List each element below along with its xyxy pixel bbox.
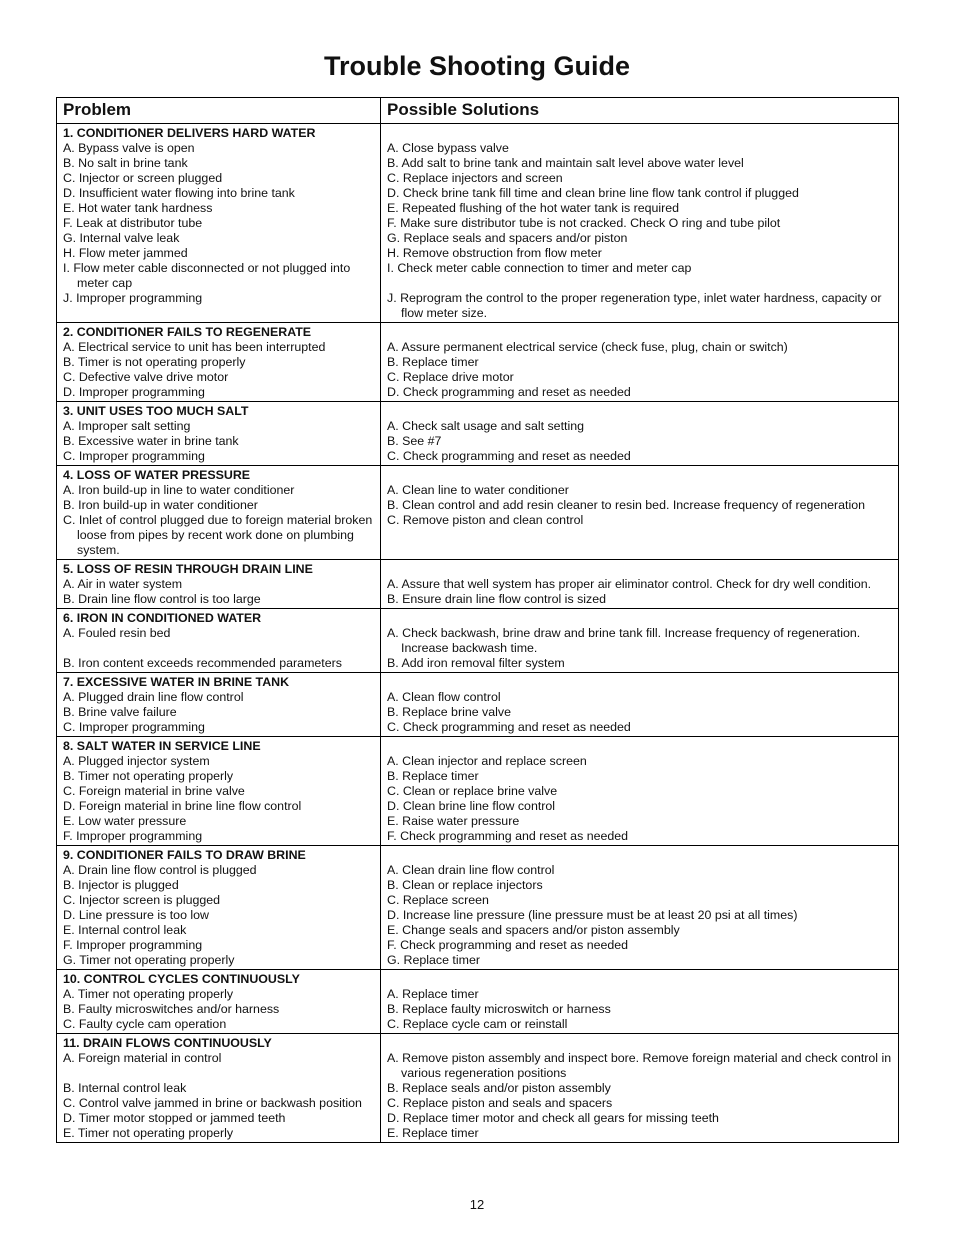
solution-item: C. Replace cycle cam or reinstall <box>387 1017 568 1031</box>
solution-item: D. Increase line pressure (line pressure must be at least 20 psi at all times) <box>387 908 798 922</box>
solution-item: E. Replace timer <box>387 1126 479 1140</box>
problem-title: 10. CONTROL CYCLES CONTINUOUSLY <box>63 972 300 986</box>
problem-item: H. Flow meter jammed <box>63 246 188 260</box>
problem-cell <box>57 560 381 609</box>
solution-spacer <box>387 675 894 690</box>
problem-cell <box>57 673 381 737</box>
problem-cell <box>57 609 381 673</box>
solution-item: B. Replace faulty microswitch or harness <box>387 1002 611 1016</box>
problem-item: B. Timer is not operating properly <box>63 355 246 369</box>
page-number: 12 <box>469 1197 485 1212</box>
solution-cell <box>381 323 899 402</box>
solution-item: B. Replace brine valve <box>387 705 511 719</box>
problem-item: C. Defective valve drive motor <box>63 370 229 384</box>
solution-spacer <box>387 739 894 754</box>
problem-item: A. Foreign material in control <box>63 1051 222 1065</box>
problem-item: A. Plugged injector system <box>63 754 210 768</box>
solution-item: B. Clean control and add resin cleaner to resin bed. Increase frequency of regeneration <box>387 498 866 512</box>
solution-item: B. Replace seals and/or piston assembly <box>387 1081 611 1095</box>
solution-item: E. Change seals and spacers and/or piston assembly <box>387 923 680 937</box>
solution-item: C. Replace drive motor <box>387 370 514 384</box>
solution-spacer <box>387 404 894 419</box>
solution-item: F. Check programming and reset as needed <box>387 829 629 843</box>
problem-item: E. Low water pressure <box>63 814 187 828</box>
problem-item: D. Improper programming <box>63 385 205 399</box>
solution-item: I. Check meter cable connection to timer and meter cap <box>387 261 692 275</box>
problem-item: F. Improper programming <box>63 938 203 952</box>
problem-cell <box>57 1034 381 1143</box>
problem-item: C. Improper programming <box>63 720 205 734</box>
solution-item: B. Ensure drain line flow control is sized <box>387 592 607 606</box>
problem-item: A. Air in water system <box>63 577 183 591</box>
solution-item: B. See #7 <box>387 434 442 448</box>
solution-item: A. Remove piston assembly and inspect bore. Remove foreign material and check control in various regeneration positions <box>387 1051 892 1080</box>
solution-cell <box>381 609 899 673</box>
problem-item: C. Improper programming <box>63 449 205 463</box>
problem-cell <box>57 466 381 560</box>
solution-cell <box>381 673 899 737</box>
problem-item: C. Injector or screen plugged <box>63 171 223 185</box>
solution-item: D. Check programming and reset as needed <box>387 385 631 399</box>
table-header-row <box>57 98 899 124</box>
solution-spacer <box>387 562 894 577</box>
problem-item: A. Iron build-up in line to water conditioner <box>63 483 295 497</box>
table-row <box>57 1034 899 1143</box>
solution-cell <box>381 846 899 970</box>
problem-item: J. Improper programming <box>63 291 203 305</box>
table-row <box>57 609 899 673</box>
solution-spacer <box>387 611 894 626</box>
problem-item: E. Internal control leak <box>63 923 187 937</box>
solution-item: A. Check salt usage and salt setting <box>387 419 584 433</box>
solution-item: F. Check programming and reset as needed <box>387 938 629 952</box>
solution-item: C. Check programming and reset as needed <box>387 449 631 463</box>
problem-title: 1. CONDITIONER DELIVERS HARD WATER <box>63 126 316 140</box>
problem-title: 3. UNIT USES TOO MUCH SALT <box>63 404 249 418</box>
solution-cell <box>381 970 899 1034</box>
problem-item: B. Internal control leak <box>63 1081 187 1095</box>
problem-header: Problem <box>57 98 381 124</box>
solution-item: A. Replace timer <box>387 987 479 1001</box>
solution-item: H. Remove obstruction from flow meter <box>387 246 602 260</box>
solution-item: A. Clean injector and replace screen <box>387 754 587 768</box>
solution-spacer <box>387 126 894 141</box>
problem-cell <box>57 124 381 323</box>
problem-cell <box>57 402 381 466</box>
problem-item: B. Iron build-up in water conditioner <box>63 498 258 512</box>
solution-cell <box>381 402 899 466</box>
solution-item: A. Clean line to water conditioner <box>387 483 569 497</box>
problem-item: B. No salt in brine tank <box>63 156 188 170</box>
problem-item: A. Plugged drain line flow control <box>63 690 244 704</box>
solution-cell <box>381 466 899 560</box>
table-row <box>57 124 899 323</box>
problem-item: E. Timer not operating properly <box>63 1126 234 1140</box>
table-row <box>57 673 899 737</box>
solution-item: A. Clean drain line flow control <box>387 863 555 877</box>
problem-title: 11. DRAIN FLOWS CONTINUOUSLY <box>63 1036 272 1050</box>
problem-item <box>63 1066 376 1081</box>
solution-spacer <box>387 1036 894 1051</box>
solution-item: E. Repeated flushing of the hot water tank is required <box>387 201 680 215</box>
solutions-header: Possible Solutions <box>381 98 899 124</box>
solution-cell <box>381 1034 899 1143</box>
problem-item: A. Electrical service to unit has been interrupted <box>63 340 326 354</box>
problem-item: A. Improper salt setting <box>63 419 191 433</box>
solution-item: B. Replace timer <box>387 355 479 369</box>
table-row <box>57 466 899 560</box>
problem-item: F. Leak at distributor tube <box>63 216 203 230</box>
solution-item: D. Clean brine line flow control <box>387 799 556 813</box>
problem-item: G. Internal valve leak <box>63 231 180 245</box>
solution-item: J. Reprogram the control to the proper regeneration type, inlet water hardness, capacity or flow meter size. <box>387 291 882 320</box>
solution-item: C. Replace piston and seals and spacers <box>387 1096 613 1110</box>
table-row <box>57 737 899 846</box>
problem-item: C. Foreign material in brine valve <box>63 784 245 798</box>
solution-item: C. Check programming and reset as needed <box>387 720 631 734</box>
problem-item: B. Faulty microswitches and/or harness <box>63 1002 280 1016</box>
problem-item: I. Flow meter cable disconnected or not plugged into meter cap <box>63 261 351 290</box>
problem-item: C. Faulty cycle cam operation <box>63 1017 227 1031</box>
problem-item <box>63 641 376 656</box>
solution-item: G. Replace seals and spacers and/or piston <box>387 231 628 245</box>
solution-spacer <box>387 468 894 483</box>
solution-item: B. Clean or replace injectors <box>387 878 543 892</box>
solution-spacer <box>387 848 894 863</box>
problem-title: 8. SALT WATER IN SERVICE LINE <box>63 739 261 753</box>
problem-title: 9. CONDITIONER FAILS TO DRAW BRINE <box>63 848 306 862</box>
solution-item: C. Replace injectors and screen <box>387 171 563 185</box>
problem-item: G. Timer not operating properly <box>63 953 235 967</box>
solution-item: A. Assure that well system has proper air eliminator control. Check for dry well condition. <box>387 577 872 591</box>
solution-item: A. Clean flow control <box>387 690 501 704</box>
solution-cell <box>381 560 899 609</box>
solution-item: G. Replace timer <box>387 953 480 967</box>
problem-item: D. Insufficient water flowing into brine tank <box>63 186 295 200</box>
problem-cell <box>57 737 381 846</box>
problem-item: B. Injector is plugged <box>63 878 179 892</box>
solution-item: A. Close bypass valve <box>387 141 509 155</box>
table-row <box>57 560 899 609</box>
solution-item: E. Raise water pressure <box>387 814 520 828</box>
solution-cell <box>381 737 899 846</box>
problem-title: 2. CONDITIONER FAILS TO REGENERATE <box>63 325 312 339</box>
problem-item: A. Drain line flow control is plugged <box>63 863 257 877</box>
problem-item: D. Timer motor stopped or jammed teeth <box>63 1111 286 1125</box>
solution-item: D. Replace timer motor and check all gears for missing teeth <box>387 1111 719 1125</box>
solution-item: F. Make sure distributor tube is not cracked. Check O ring and tube pilot <box>387 216 781 230</box>
problem-title: 7. EXCESSIVE WATER IN BRINE TANK <box>63 675 290 689</box>
problem-item: A. Fouled resin bed <box>63 626 171 640</box>
table-body <box>57 124 899 1143</box>
problem-item: F. Improper programming <box>63 829 203 843</box>
troubleshooting-table <box>56 97 899 1143</box>
problem-item: B. Drain line flow control is too large <box>63 592 261 606</box>
problem-title: 5. LOSS OF RESIN THROUGH DRAIN LINE <box>63 562 313 576</box>
table-row <box>57 846 899 970</box>
problem-title: 6. IRON IN CONDITIONED WATER <box>63 611 262 625</box>
problem-cell <box>57 323 381 402</box>
problem-cell <box>57 846 381 970</box>
problem-item: C. Injector screen is plugged <box>63 893 221 907</box>
problem-item: A. Bypass valve is open <box>63 141 195 155</box>
solution-item: B. Add salt to brine tank and maintain salt level above water level <box>387 156 744 170</box>
solution-spacer <box>387 325 894 340</box>
problem-item: B. Timer not operating properly <box>63 769 234 783</box>
problem-title: 4. LOSS OF WATER PRESSURE <box>63 468 251 482</box>
page-title: Trouble Shooting Guide <box>324 51 630 81</box>
table-row <box>57 323 899 402</box>
solution-item: B. Replace timer <box>387 769 479 783</box>
solution-spacer <box>387 972 894 987</box>
problem-item: D. Foreign material in brine line flow control <box>63 799 302 813</box>
problem-item: D. Line pressure is too low <box>63 908 210 922</box>
problem-cell <box>57 970 381 1034</box>
problem-item: A. Timer not operating properly <box>63 987 234 1001</box>
solution-item: B. Add iron removal filter system <box>387 656 565 670</box>
problem-item: B. Excessive water in brine tank <box>63 434 239 448</box>
problem-item: B. Brine valve failure <box>63 705 177 719</box>
table-row <box>57 970 899 1034</box>
solution-item <box>387 276 894 291</box>
solution-item: C. Clean or replace brine valve <box>387 784 558 798</box>
solution-item: A. Assure permanent electrical service (check fuse, plug, chain or switch) <box>387 340 788 354</box>
table-row <box>57 402 899 466</box>
solution-item: D. Check brine tank fill time and clean brine line flow tank control if plugged <box>387 186 799 200</box>
problem-item: E. Hot water tank hardness <box>63 201 213 215</box>
solution-cell <box>381 124 899 323</box>
solution-item: A. Check backwash, brine draw and brine tank fill. Increase frequency of regeneration. Increase backwash time. <box>387 626 861 655</box>
solution-item: C. Replace screen <box>387 893 489 907</box>
problem-item: B. Iron content exceeds recommended parameters <box>63 656 342 670</box>
problem-item: C. Inlet of control plugged due to foreign material broken loose from pipes by recent work done on plumbing system. <box>63 513 373 557</box>
problem-item: C. Control valve jammed in brine or backwash position <box>63 1096 362 1110</box>
solution-item: C. Remove piston and clean control <box>387 513 584 527</box>
